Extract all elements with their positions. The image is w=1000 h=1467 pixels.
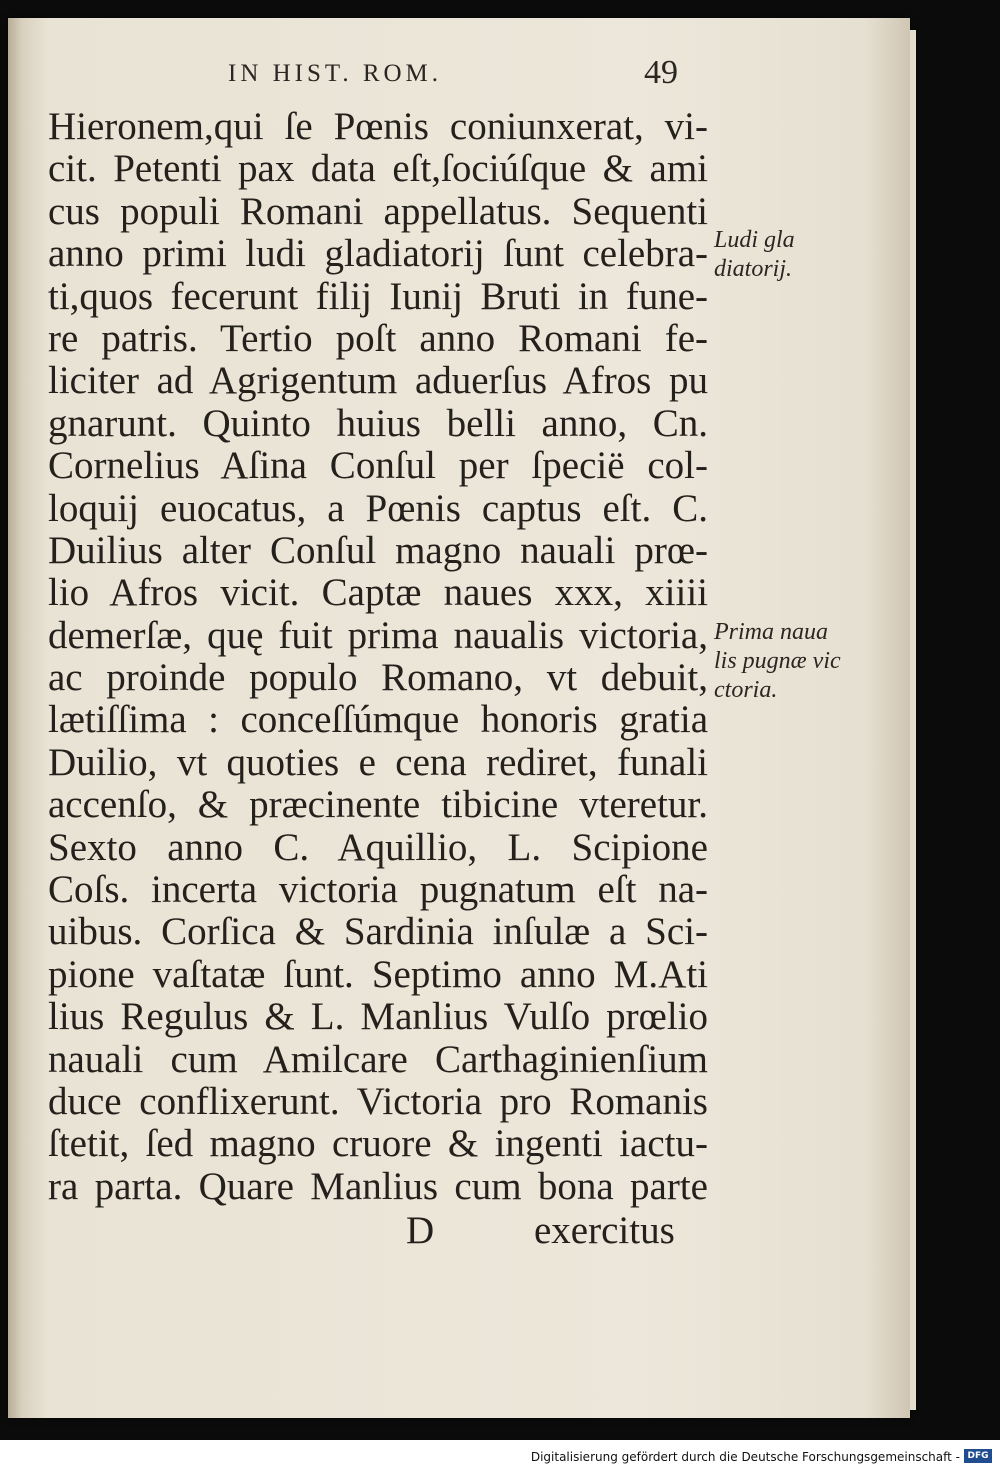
text-line: liciter ad Agrigentum aduerſus Afros pu — [48, 360, 708, 403]
page-number: 49 — [644, 54, 678, 91]
margin-note-gladiators — [714, 226, 894, 284]
text-line: Coſs. incerta victoria pugnatum eſt na- — [48, 869, 708, 912]
text-line: lætiſſima : conceſſúmque honoris gratia — [48, 699, 708, 742]
text-line: anno primi ludi gladiatorij ſunt celebra- — [48, 233, 708, 276]
text-line: re patris. Tertio poſt anno Romani fe- — [48, 317, 708, 360]
text-line: duce conflixerunt. Victoria pro Romanis — [48, 1080, 708, 1123]
page-edge — [910, 30, 916, 1410]
text-line: demerſæ, quę fuit prima naualis victoria, — [48, 614, 708, 657]
text-line: ti,quos fecerunt filij Iunij Bruti in fune- — [48, 275, 708, 318]
text-line: accenſo, & præcinente tibicine vteretur. — [48, 784, 708, 827]
signature-mark: D — [406, 1209, 435, 1252]
text-line: ac proinde populo Romano, vt debuit, — [48, 657, 708, 700]
text-line: Sexto anno C. Aquillio, L. Scipione — [48, 826, 708, 869]
text-line: lius Regulus & L. Manlius Vulſo prœlio — [48, 996, 708, 1039]
footer-credit: Digitalisierung gefördert durch die Deutsche Forschungsgemeinschaft - — [530, 1450, 960, 1464]
margin-note-naval-victory — [714, 618, 894, 705]
text-line: cus populi Romani appellatus. Sequenti — [48, 190, 708, 233]
catchword: exercitus — [534, 1209, 675, 1252]
text-line: lio Afros vicit. Captæ naues xxx, xiiii — [48, 572, 708, 615]
margin-note-line: lis pugnæ vic — [714, 648, 841, 674]
text-line: uibus. Corſica & Sardinia inſulæ a Sci- — [48, 911, 708, 954]
text-line: nauali cum Amilcare Carthaginienſium — [48, 1038, 708, 1081]
text-line: ra parta. Quare Manlius cum bona parte — [48, 1165, 708, 1208]
margin-note-line: Prima naua — [714, 619, 828, 645]
margin-note-line: diatorij. — [714, 256, 793, 282]
dfg-logo: DFG — [964, 1449, 992, 1463]
text-line: Duilio, vt quoties e cena rediret, funali — [48, 741, 708, 784]
body-text — [48, 106, 708, 1208]
margin-note-line: ctoria. — [714, 677, 778, 703]
text-line: loquij euocatus, a Pœnis captus eſt. C. — [48, 487, 708, 530]
text-line: Hieronem,qui ſe Pœnis coniunxerat, vi- — [48, 106, 708, 148]
text-line: Cornelius Aſina Conſul per ſpecië col- — [48, 445, 708, 488]
text-line: Duilius alter Conſul magno nauali prœ- — [48, 529, 708, 572]
running-head: IN HIST. ROM. — [228, 60, 443, 87]
text-line: gnarunt. Quinto huius belli anno, Cn. — [48, 402, 708, 445]
text-line: ſtetit, ſed magno cruore & ingenti iactu- — [48, 1123, 708, 1166]
margin-note-line: Ludi gla — [714, 227, 795, 253]
text-line: pione vaſtatæ ſunt. Septimo anno M.Ati — [48, 953, 708, 996]
text-line: cit. Petenti pax data eſt,ſociúſque & ami — [48, 148, 708, 191]
